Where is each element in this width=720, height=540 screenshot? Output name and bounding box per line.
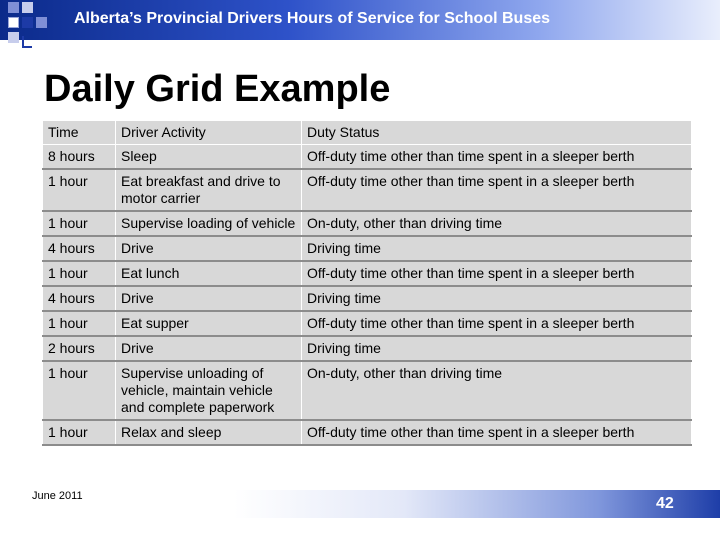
- cell-time: 1 hour: [43, 311, 116, 336]
- cell-time: 1 hour: [43, 420, 116, 445]
- cell-activity: Relax and sleep: [116, 420, 302, 445]
- cell-time: 8 hours: [43, 145, 116, 170]
- table-row: [43, 169, 692, 211]
- cell-duty-status: Driving time: [302, 236, 692, 261]
- cell-duty-status: Driving time: [302, 336, 692, 361]
- decorative-square: [22, 2, 33, 13]
- cell-time: 4 hours: [43, 286, 116, 311]
- decorative-square: [36, 17, 47, 28]
- cell-duty-status: Off-duty time other than time spent in a sleeper berth: [302, 311, 692, 336]
- cell-activity: Supervise unloading of vehicle, maintain vehicle and complete paperwork: [116, 361, 302, 420]
- cell-activity: Sleep: [116, 145, 302, 170]
- header-title: Alberta’s Provincial Drivers Hours of Service for School Buses: [74, 10, 551, 27]
- cell-activity: Drive: [116, 236, 302, 261]
- table-row: [43, 236, 692, 261]
- cell-activity: Eat lunch: [116, 261, 302, 286]
- decorative-square: [8, 32, 19, 43]
- cell-duty-status: Driving time: [302, 286, 692, 311]
- cell-duty-status: Off-duty time other than time spent in a sleeper berth: [302, 420, 692, 445]
- page-title: Daily Grid Example: [44, 68, 391, 110]
- decorative-square: [22, 17, 33, 28]
- column-header-duty-status: Duty Status: [302, 121, 692, 145]
- table-row: [43, 286, 692, 311]
- table-row: [43, 261, 692, 286]
- footer-date: June 2011: [32, 490, 83, 502]
- cell-time: 4 hours: [43, 236, 116, 261]
- cell-time: 2 hours: [43, 336, 116, 361]
- column-header-time: Time: [43, 121, 116, 145]
- cell-time: 1 hour: [43, 361, 116, 420]
- cell-time: 1 hour: [43, 169, 116, 211]
- cell-duty-status: Off-duty time other than time spent in a sleeper berth: [302, 145, 692, 170]
- table-row: [43, 145, 692, 170]
- cell-activity: Drive: [116, 286, 302, 311]
- cell-duty-status: On-duty, other than driving time: [302, 361, 692, 420]
- decorative-square: [8, 17, 19, 28]
- cell-activity: Eat supper: [116, 311, 302, 336]
- table-row: [43, 361, 692, 420]
- page-number: 42: [656, 495, 674, 512]
- decorative-square: [8, 2, 19, 13]
- cell-activity: Drive: [116, 336, 302, 361]
- cell-time: 1 hour: [43, 261, 116, 286]
- table-row: [43, 420, 692, 445]
- cell-activity: Eat breakfast and drive to motor carrier: [116, 169, 302, 211]
- table-row: [43, 211, 692, 236]
- table-row: [43, 311, 692, 336]
- footer-bar: [234, 490, 720, 518]
- cell-duty-status: Off-duty time other than time spent in a sleeper berth: [302, 261, 692, 286]
- cell-time: 1 hour: [43, 211, 116, 236]
- daily-grid-table: [42, 120, 692, 446]
- cell-duty-status: On-duty, other than driving time: [302, 211, 692, 236]
- cell-activity: Supervise loading of vehicle: [116, 211, 302, 236]
- column-header-driver-activity: Driver Activity: [116, 121, 302, 145]
- cell-duty-status: Off-duty time other than time spent in a sleeper berth: [302, 169, 692, 211]
- table-header-row: [43, 121, 692, 145]
- decorative-rule: [22, 46, 32, 48]
- table-row: [43, 336, 692, 361]
